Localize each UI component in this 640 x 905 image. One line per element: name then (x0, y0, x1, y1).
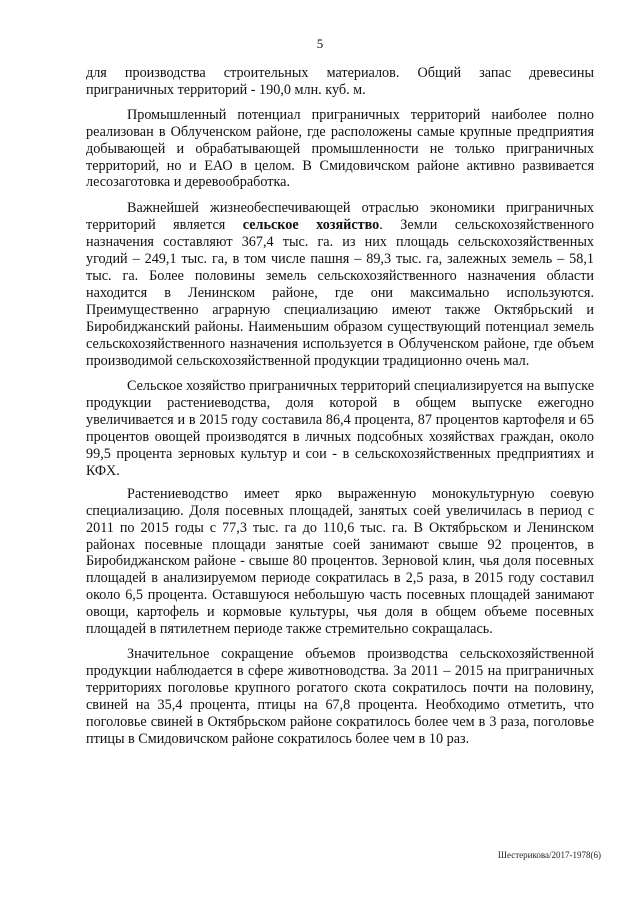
paragraph-agriculture (86, 200, 594, 369)
paragraph-soy-specialization: Растениеводство имеет ярко выраженную монокультурную соевую специализацию. Доля посевных площадей, занятых соей увеличилась в период с 2011 по 2015 годы с 77,3 тыс. га до 110,6 тыс. га. В Октябрьском и Ленинском районах посевные площади занятые соей занимают свыше 92 процентов, в Биробиджанском районе - свыше 80 процентов. Зерновой клин, чья доля посевных площадей в анализируемом периоде сократилась в 2,5 раза, в 2015 году составил около 6,5 процента. Оставшуюся небольшую часть посевных площадей занимают овощи, картофель и кормовые культуры, чья доля в общем объеме посевных площадей в пятилетнем периоде также стремительно сокращалась. (86, 485, 594, 638)
paragraph-agriculture-text-end: . Земли сельскохозяйственного назначения составляют 367,4 тыс. га. из них площадь сельскохозяйственных угодий – 249,1 тыс. га, в том числе пашня – 89,3 тыс. га, залежных земель – 58,1 тыс. га. Более половины земель сельскохозяйственного назначения области находится в Ленинском районе, где они максимально используются. Преимущественно аграрную специализацию имеют также Октябрьский и Биробиджанский районы. Наименьшим образом существующий потенциал земель сельскохозяйственного назначения используется в Облученском районе, где объем производимой сельскохозяйственной продукции традиционно очень мал. (86, 217, 594, 369)
paragraph-timber-reserve: для производства строительных материалов. Общий запас древесины приграничных территорий - 190,0 млн. куб. м. (86, 65, 594, 98)
document-text (86, 65, 594, 755)
paragraph-agriculture-text-start: Важнейшей жизнеобеспечивающей отраслью экономики приграничных территорий является (86, 200, 594, 234)
paragraph-crop-production: Сельское хозяйство приграничных территорий специализируется на выпуске продукции растениеводства, доля которой в общем выпуске ежегодно увеличивается и в 2015 году составила 86,4 процента, 87 процентов картофеля и 65 процентов овощей производятся в личных подсобных хозяйствах граждан, около 99,5 процента зерновых культур и сои - в сельскохозяйственных предприятиях и КФХ. (86, 378, 594, 479)
paragraph-livestock-decline: Значительное сокращение объемов производства сельскохозяйственной продукции наблюдается в сфере животноводства. За 2011 – 2015 на приграничных территориях поголовье крупного рогатого скота сократилось почти на половину, свиней на 35,4 процента, птицы на 67,8 процента. Необходимо отметить, что поголовье свиней в Октябрьском районе сократилось более чем в 3 раза, поголовье птицы в Смидовичском районе сократилось более чем в 10 раз. (86, 646, 594, 747)
page-number: 5 (316, 36, 324, 51)
document-reference-code: Шестерикова/2017-1978(6) (497, 850, 601, 860)
paragraph-industrial-potential: Промышленный потенциал приграничных территорий наиболее полно реализован в Облученском районе, где расположены самые крупные предприятия добывающей и обрабатывающей промышленности не только приграничных территорий, но и ЕАО в целом. В Смидовичском районе активно развивается лесозаготовка и деревообработка. (86, 106, 594, 191)
agriculture-emphasis: сельское хозяйство (242, 217, 380, 234)
